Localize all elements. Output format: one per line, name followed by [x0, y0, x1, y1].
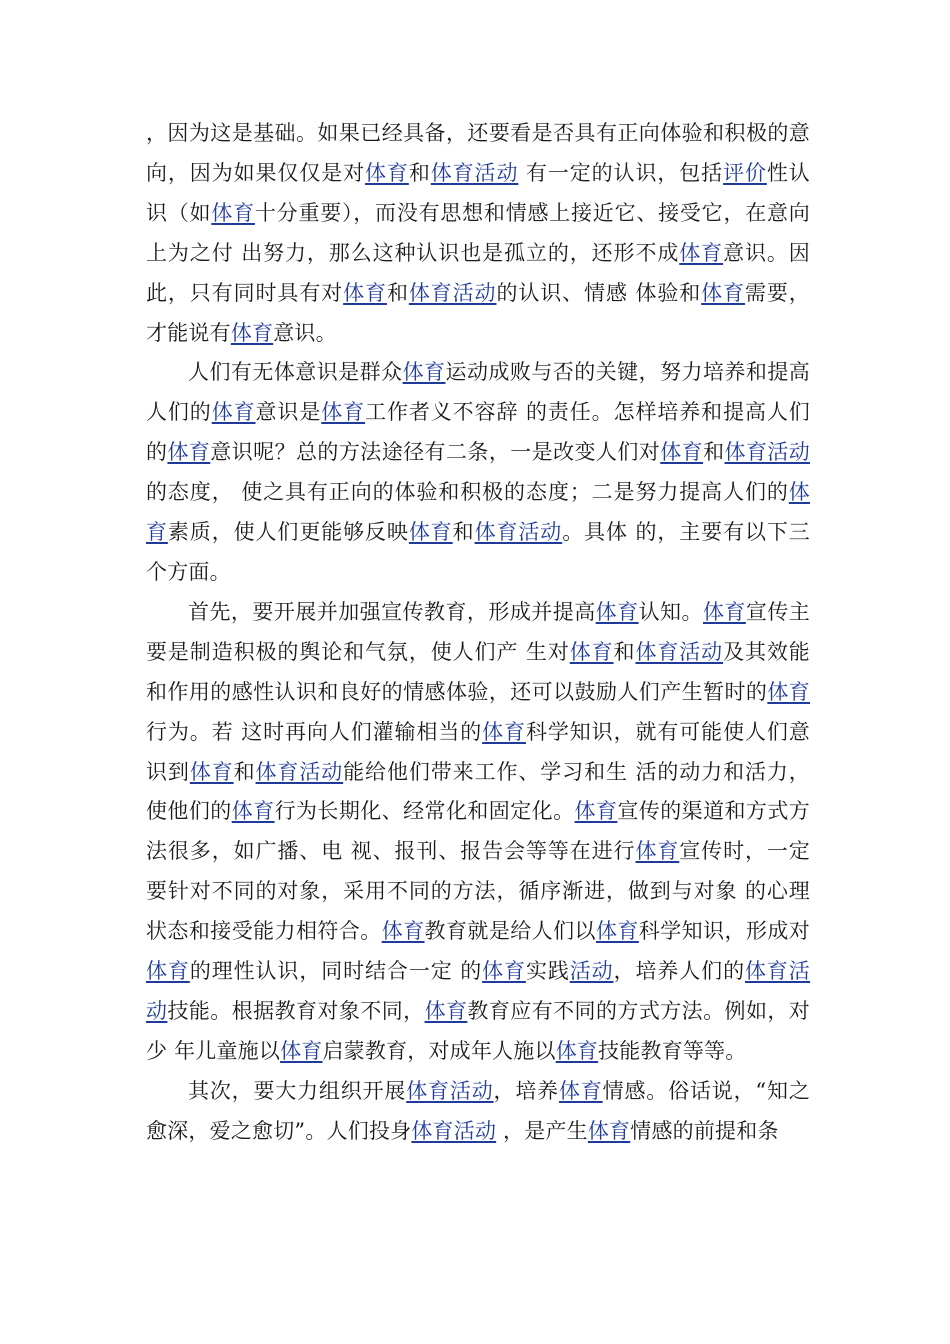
keyword-link[interactable]: 体育	[343, 280, 387, 305]
text-run: 和	[613, 639, 636, 664]
keyword-link[interactable]: 体育	[189, 759, 234, 784]
keyword-link[interactable]: 体育活动	[635, 639, 724, 664]
text-run: 情感。俗话说，“知之愈深，爱之愈切”。人们投身	[146, 1078, 810, 1143]
document-body	[146, 114, 810, 1152]
keyword-link[interactable]: 体育	[574, 799, 618, 824]
text-run: 运动成败与否的关键，努力培养和提高人们的	[146, 360, 811, 425]
keyword-link[interactable]: 评价	[723, 160, 767, 185]
text-run: 。具体 的，主要有以下三个方面。	[146, 520, 810, 584]
keyword-link[interactable]: 体育	[230, 320, 274, 345]
keyword-link[interactable]: 体育	[211, 400, 256, 425]
paragraph	[146, 1072, 810, 1152]
keyword-link[interactable]: 体育	[702, 599, 746, 624]
keyword-link[interactable]: 体育	[660, 440, 704, 465]
paragraph	[146, 353, 810, 592]
keyword-link[interactable]: 体育	[167, 440, 211, 465]
keyword-link[interactable]: 体育	[595, 599, 639, 624]
keyword-link[interactable]: 体育活动	[146, 959, 810, 1023]
text-run: 素质，使人们更能够反映	[167, 520, 409, 545]
keyword-link[interactable]: 体育	[569, 639, 614, 664]
keyword-link[interactable]: 体育	[595, 919, 639, 944]
keyword-link[interactable]: 体育	[767, 679, 810, 704]
text-run: ，因为这是基础。如果已经具备，还要看是否具有正向体验和积极的意向，因为如果仅仅是对	[146, 121, 810, 185]
keyword-link[interactable]: 体育	[635, 839, 680, 864]
text-run: 实践	[525, 959, 570, 984]
keyword-link[interactable]: 体育活动	[408, 280, 497, 305]
keyword-link[interactable]: 体育	[408, 520, 453, 545]
text-run: 行为。若 这时再向人们灌输相当的	[146, 719, 483, 744]
text-run: 性认识（如	[146, 160, 810, 225]
text-run: 宣传主要是制造积极的舆论和气氛，使人们产 生对	[146, 599, 810, 664]
text-run: 意识。因此，只有同时具有对	[146, 240, 810, 305]
text-run: 其次，要大力组织开展	[188, 1078, 407, 1103]
text-run: 和	[233, 759, 256, 784]
text-run: 有一定的认识，包括	[518, 160, 724, 185]
text-run: 的认识、情感 体验和	[496, 280, 702, 305]
keyword-link[interactable]: 体育活动	[430, 160, 519, 185]
text-run: 认知。	[638, 599, 703, 624]
text-run: 及其效能和作用的感性认识和良好的情感体验，还可以鼓励人们产生暂时的	[146, 639, 810, 704]
keyword-link[interactable]: 体育	[211, 200, 255, 225]
keyword-link[interactable]: 体育	[701, 280, 745, 305]
text-run: 和	[452, 520, 475, 545]
keyword-link[interactable]: 体育	[587, 1118, 631, 1143]
text-run: 需要，才能说有	[146, 280, 810, 345]
text-run: 技能教育等等。	[598, 1038, 747, 1063]
paragraph	[146, 114, 810, 353]
text-run: 行为长期化、经常化和固定化。	[274, 799, 575, 824]
text-run: 科学知识，就有可能使人们意识到	[146, 719, 810, 784]
keyword-link[interactable]: 体育	[280, 1038, 323, 1063]
text-run: ，培养人们的	[613, 959, 745, 984]
keyword-link[interactable]: 体育	[231, 799, 275, 824]
text-run: 和	[408, 160, 431, 185]
keyword-link[interactable]: 体育	[321, 400, 366, 425]
keyword-link[interactable]: 体育活动	[411, 1118, 497, 1143]
text-run: 教育应有不同的方式方法。例如，对少 年儿童施以	[146, 998, 811, 1063]
text-run: 工作者义不容辞 的责任。怎样培养和提高人们的	[146, 400, 810, 465]
text-run: 十分重要），而没有思想和情感上接近它、接受它，在意向上为之付 出努力，那么这种认识也是孤立的，还形不成	[146, 200, 810, 265]
text-run: 的态度， 使之具有正向的体验和积极的态度；二是努力提高人们的	[146, 480, 789, 505]
text-run: 意识。	[273, 320, 337, 345]
text-run: 启蒙教育，对成年人施以	[322, 1038, 556, 1063]
keyword-link[interactable]: 体育	[381, 919, 425, 944]
text-run: 意识是	[255, 400, 322, 425]
text-run: 和	[386, 280, 409, 305]
keyword-link[interactable]: 体育活动	[474, 520, 563, 545]
keyword-link[interactable]: 体育	[402, 360, 446, 385]
keyword-link[interactable]: 体育活动	[724, 440, 811, 465]
text-run: 情感的前提和条	[630, 1118, 779, 1143]
text-run: ，是产生	[496, 1118, 588, 1143]
keyword-link[interactable]: 体育	[482, 719, 526, 744]
text-run: 宣传时，一定要针对不同的对象，采用不同的方法，循序渐进，做到与对象 的心理状态和接受能力相符合。	[146, 839, 810, 944]
text-run: 技能。根据教育对象不同，	[167, 998, 425, 1023]
text-run: 科学知识，形成对	[638, 919, 810, 944]
keyword-link[interactable]: 体育	[146, 959, 190, 984]
text-run: 和	[703, 440, 725, 465]
keyword-link[interactable]: 体育	[679, 240, 724, 265]
text-run: 意识呢？总的方法途径有二条，一是改变人们对	[210, 440, 661, 465]
keyword-link[interactable]: 体育	[559, 1078, 603, 1103]
paragraph	[146, 593, 810, 1072]
keyword-link[interactable]: 体育	[365, 160, 409, 185]
text-run: 宣传的渠道和方式方法很多，如广播、电 视、报刊、报告会等等在进行	[146, 799, 810, 864]
keyword-link[interactable]: 活动	[569, 959, 614, 984]
text-run: 人们有无体意识是群众	[188, 360, 403, 385]
text-run: 教育就是给人们以	[424, 919, 596, 944]
text-run: 能给他们带来工作、学习和生 活的动力和活力，使他们的	[146, 759, 810, 824]
keyword-link[interactable]: 体育活动	[255, 759, 344, 784]
keyword-link[interactable]: 体育	[424, 998, 468, 1023]
keyword-link[interactable]: 体育	[146, 480, 810, 545]
text-run: ，培养	[493, 1078, 559, 1103]
keyword-link[interactable]: 体育	[555, 1038, 599, 1063]
keyword-link[interactable]: 体育活动	[406, 1078, 494, 1103]
text-run: 的理性认识，同时结合一定 的	[189, 959, 483, 984]
keyword-link[interactable]: 体育	[482, 959, 526, 984]
text-run: 首先，要开展并加强宣传教育，形成并提高	[188, 599, 596, 624]
